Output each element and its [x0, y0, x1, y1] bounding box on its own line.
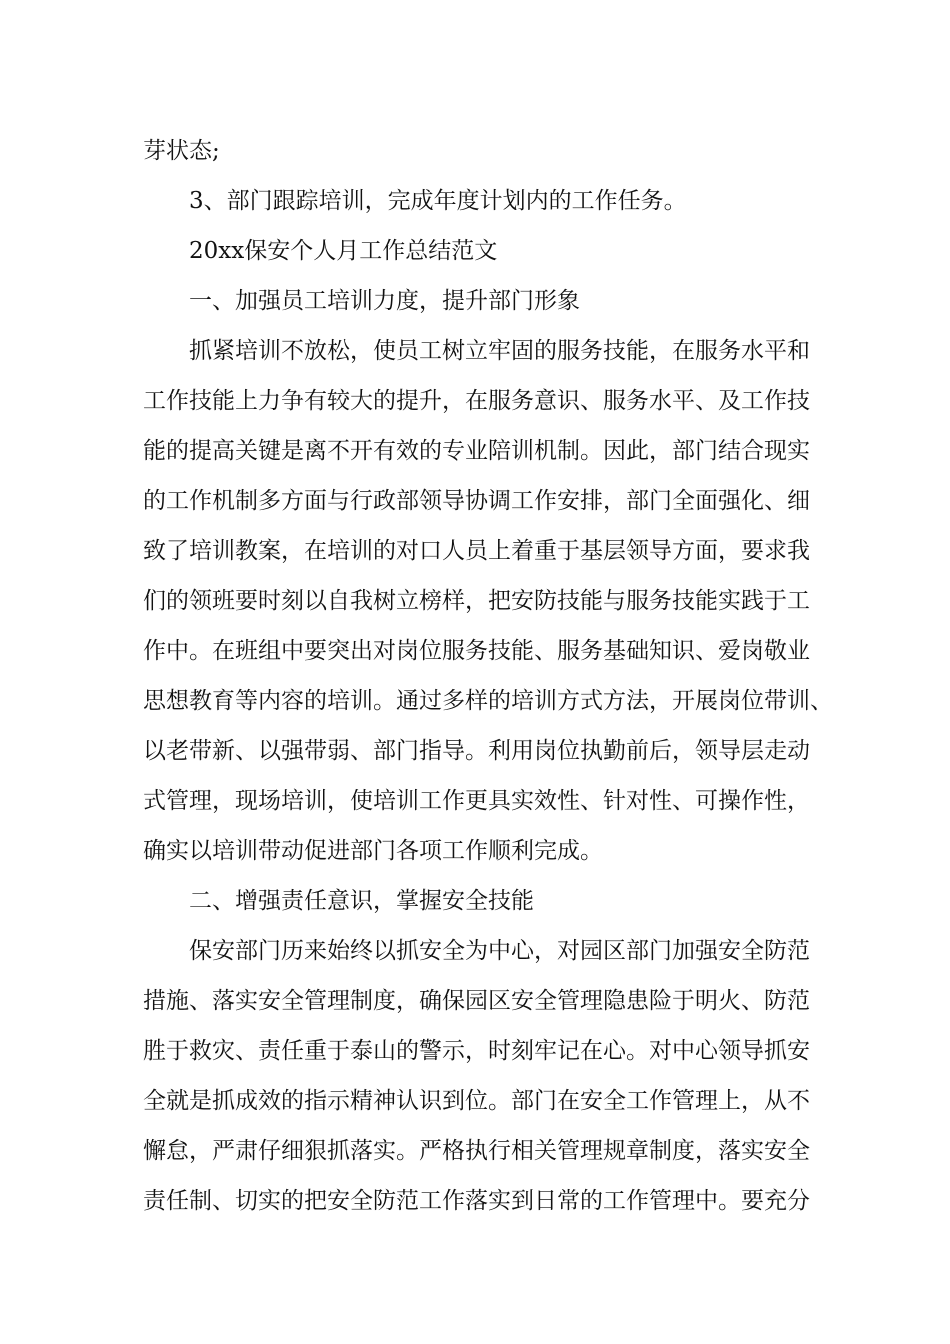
text-line: 思想教育等内容的培训。通过多样的培训方式方法，开展岗位带训、 — [143, 688, 833, 714]
text-line: 致了培训教案，在培训的对口人员上着重于基层领导方面，要求我 — [143, 538, 810, 564]
text-line: 的工作机制多方面与行政部领导协调工作安排，部门全面强化、细 — [143, 488, 810, 514]
text-line: 以老带新、以强带弱、部门指导。利用岗位执勤前后，领导层走动 — [143, 738, 810, 764]
text-line: 抓紧培训不放松，使员工树立牢固的服务技能，在服务水平和 — [189, 338, 810, 364]
section-heading: 二、增强责任意识，掌握安全技能 — [189, 888, 534, 914]
section-heading: 一、加强员工培训力度，提升部门形象 — [189, 288, 580, 314]
text-line: 措施、落实安全管理制度，确保园区安全管理隐患险于明火、防范 — [143, 988, 810, 1014]
text-line: 工作技能上力争有较大的提升，在服务意识、服务水平、及工作技 — [143, 388, 810, 414]
text-line: 确实以培训带动促进部门各项工作顺利完成。 — [143, 838, 603, 864]
text-line: 们的领班要时刻以自我树立榜样，把安防技能与服务技能实践于工 — [143, 588, 810, 614]
text-line: 芽状态; — [143, 138, 220, 164]
text-line: 3、部门跟踪培训，完成年度计划内的工作任务。 — [189, 188, 687, 214]
text-line: 全就是抓成效的指示精神认识到位。部门在安全工作管理上，从不 — [143, 1088, 810, 1114]
text-line: 责任制、切实的把安全防范工作落实到日常的工作管理中。要充分 — [143, 1188, 810, 1214]
section-title: 20xx保安个人月工作总结范文 — [189, 238, 498, 264]
text-line: 懈怠，严肃仔细狠抓落实。严格执行相关管理规章制度，落实安全 — [143, 1138, 810, 1164]
text-line: 作中。在班组中要突出对岗位服务技能、服务基础知识、爱岗敬业 — [143, 638, 810, 664]
text-line: 能的提高关键是离不开有效的专业陪训机制。因此，部门结合现实 — [143, 438, 810, 464]
text-line: 保安部门历来始终以抓安全为中心，对园区部门加强安全防范 — [189, 938, 810, 964]
text-line: 式管理，现场培训，使培训工作更具实效性、针对性、可操作性， — [143, 788, 810, 814]
text-line: 胜于救灾、责任重于泰山的警示，时刻牢记在心。对中心领导抓安 — [143, 1038, 810, 1064]
